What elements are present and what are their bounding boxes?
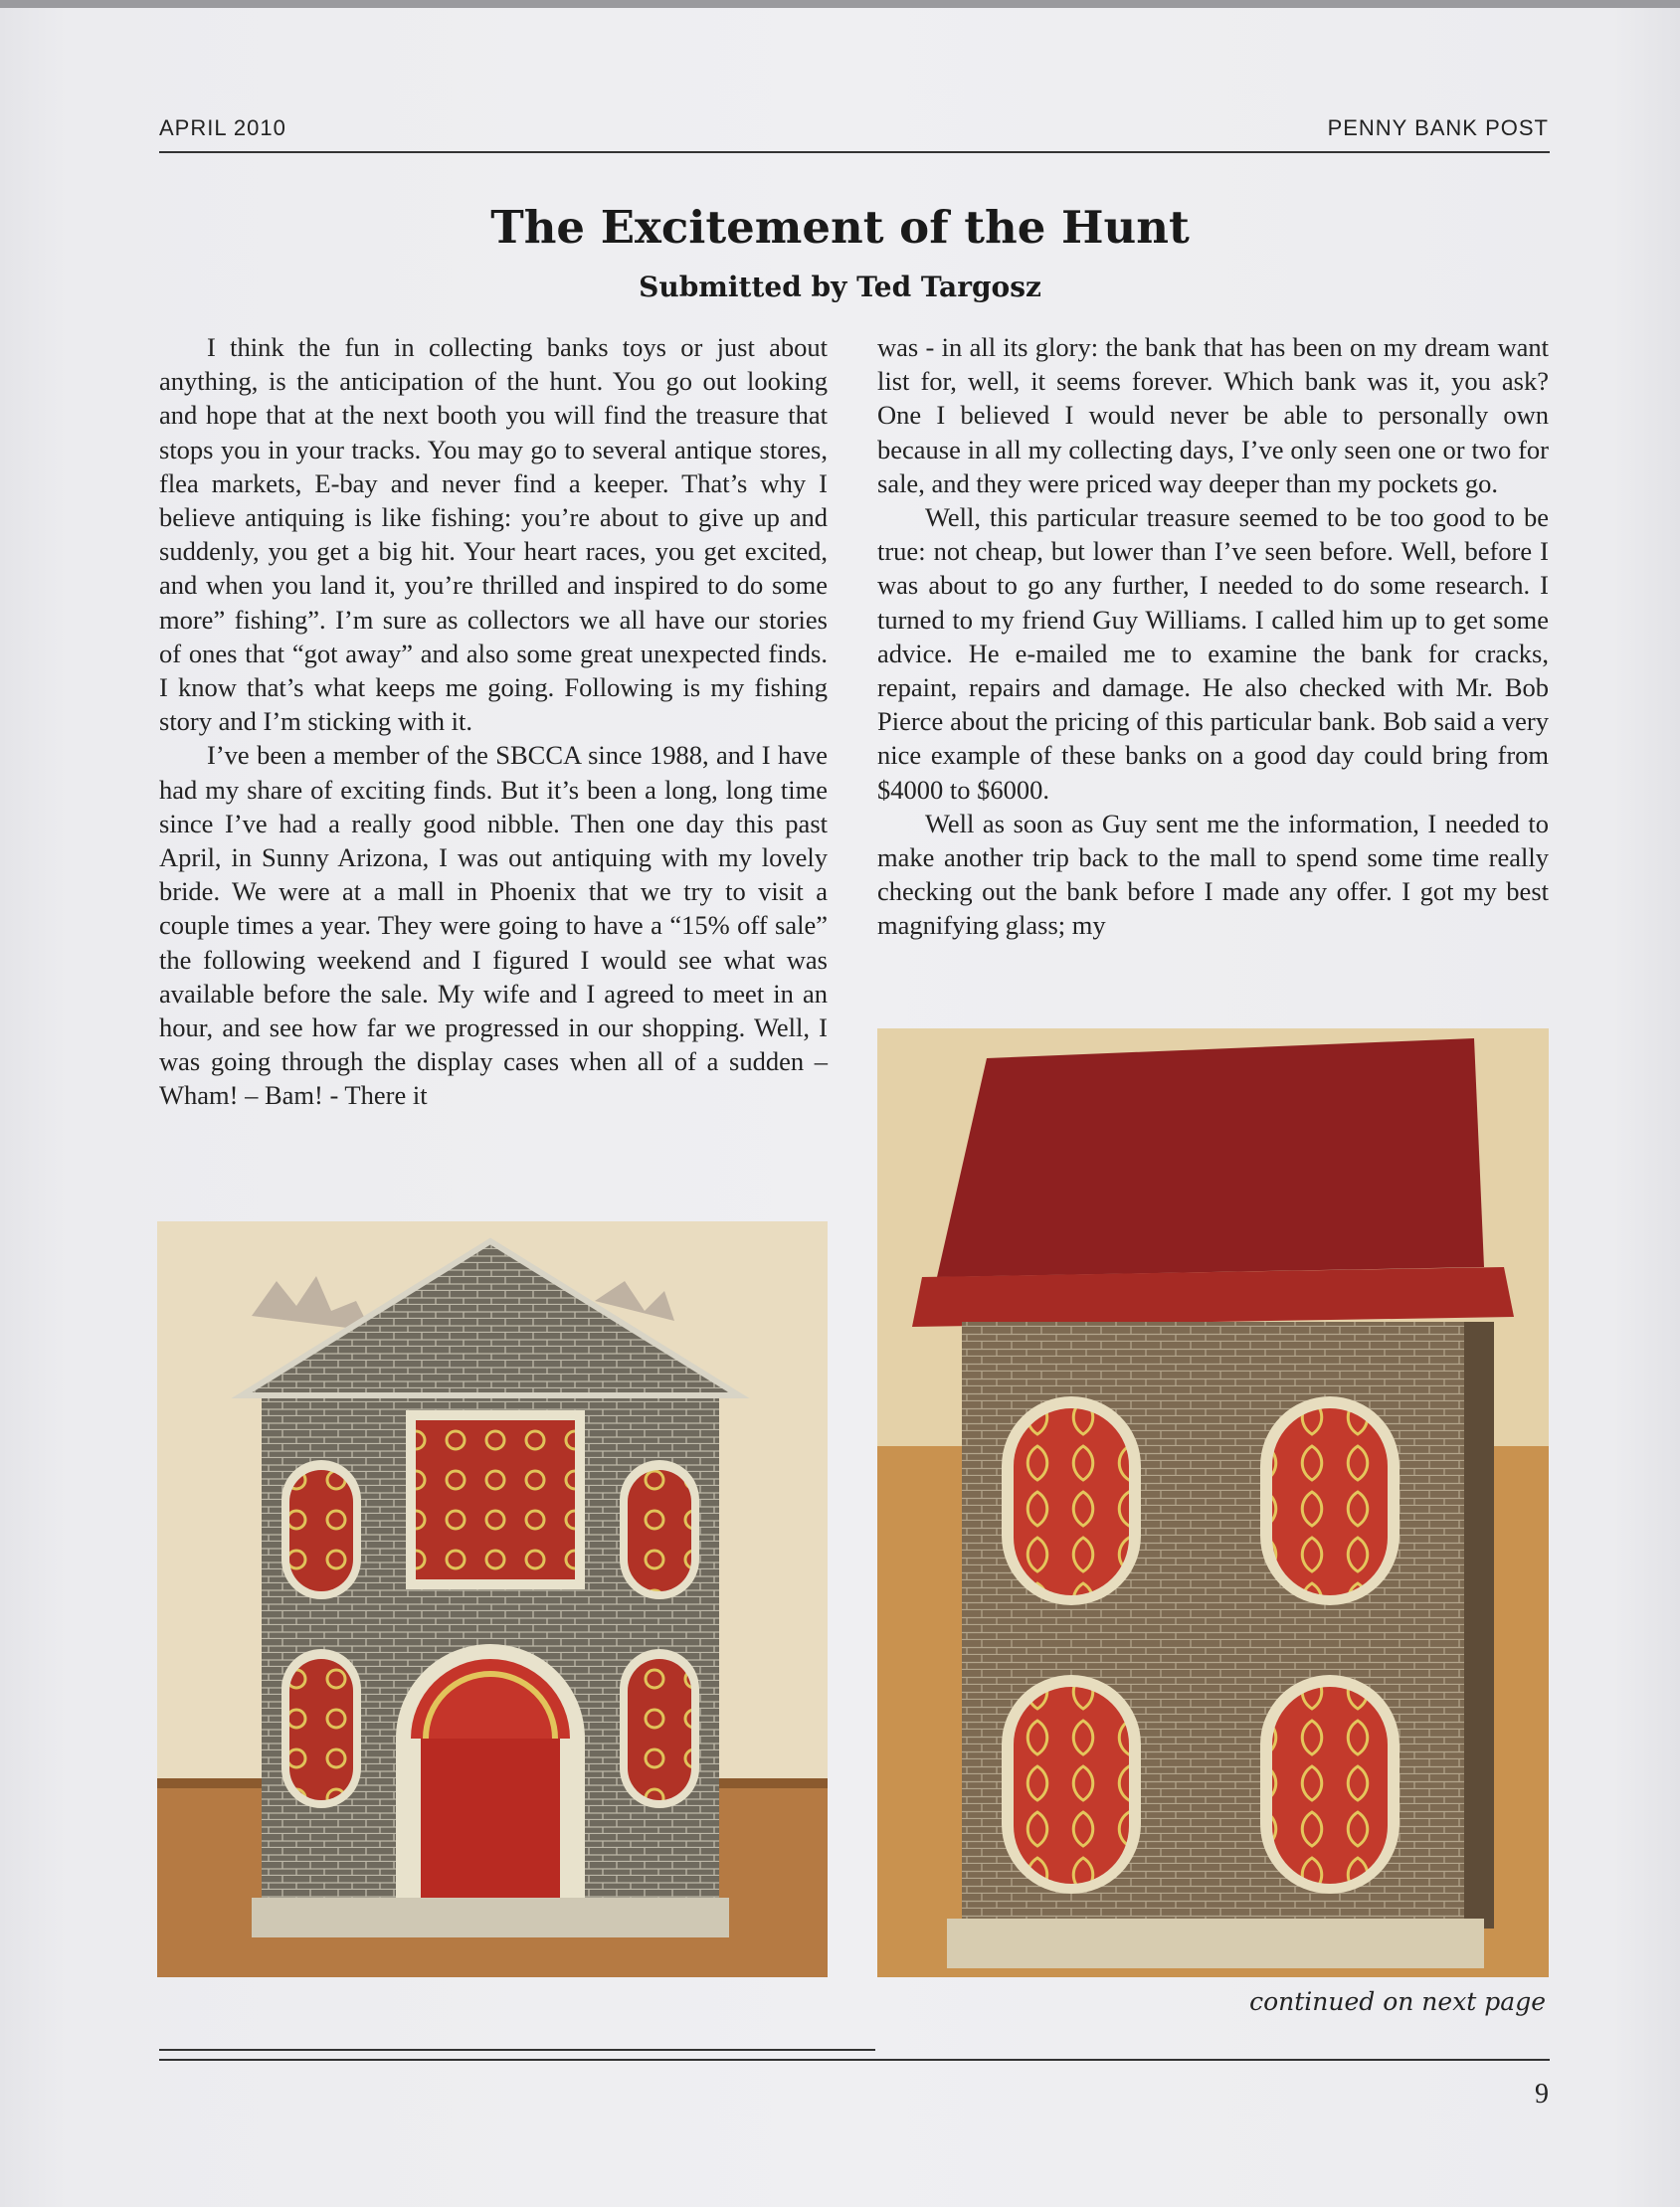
page-number: 9 — [1535, 2079, 1549, 2110]
bank-front-photo — [157, 1221, 828, 1977]
header-rule — [159, 151, 1550, 153]
publication-name: PENNY BANK POST — [1327, 115, 1549, 140]
paragraph: was - in all its glory: the bank that has been on my dream want list for, well, it seems forever. Which bank was it, you ask? One I believed I would never be able to personally own because in all my collecting days, I’ve only seen one or two for sale, and they were priced way deeper than my pockets go. — [877, 332, 1549, 498]
footer-rule-long — [159, 2059, 1550, 2061]
bank-side-photo — [877, 1028, 1549, 1977]
paragraph: I’ve been a member of the SBCCA since 1988, and I have had my share of exciting finds. But it’s been a long, long time since I’ve had a really good nibble. Then one day this past April, in Sunny Arizona, I was out antiquing with my lovely bride. We were at a mall in Phoenix that we try to visit a couple times a year. They were going to have a “15% off sale” the following weekend and I figured I would see what was available before the sale. My wife and I agreed to meet in an hour, and see how far we progressed in our shopping. Well, I was going through the display cases when all of a sudden – Wham! – Bam! - There it — [159, 740, 828, 1111]
article-title: The Excitement of the Hunt — [490, 201, 1190, 254]
bank-front-illustration — [157, 1221, 828, 1977]
scan-edge — [0, 0, 1680, 8]
paragraph: Well, this particular treasure seemed to be too good to be true: not cheap, but lower than I’ve seen before. Well, before I was about to go any further, I needed to do some research. I turned to my friend Guy Williams. I called him up to get some advice. He e-mailed me to examine the bank for cracks, repaint, repairs and damage. He also checked with Mr. Bob Pierce about the pricing of this particular bank. Bob said a very nice example of these banks on a good day could bring from $4000 to $6000. — [877, 502, 1549, 805]
bank-side-illustration — [877, 1028, 1549, 1977]
footer-rule-short — [159, 2049, 875, 2051]
article-column-left — [159, 330, 828, 1201]
paragraph: Well as soon as Guy sent me the information, I needed to make another trip back to the mall to spend some time really checking out the bank before I made any offer. I got my best magnifying glass; my — [877, 808, 1549, 941]
continued-notice: continued on next page — [1249, 1987, 1546, 2016]
paragraph: I think the fun in collecting banks toys or just about anything, is the anticipation of the hunt. You go out looking and hope that at the next booth you will find the treasure that stops you in your tracks. You may go to several antique stores, flea markets, E-bay and never find a keeper. That’s why I believe antiquing is like fishing: you’re about to give up and suddenly, you get a big hit. Your heart races, you get excited, and when you land it, you’re thrilled and inspired to do some more” fishing”. I’m sure as collectors we all have our stories of ones that “got away” and also some great unexpected finds. I know that’s what keeps me going. Following is my fishing story and I’m sticking with it. — [159, 332, 828, 737]
article-column-right — [877, 330, 1549, 1007]
issue-date: APRIL 2010 — [159, 115, 286, 140]
article-byline: Submitted by Ted Targosz — [639, 271, 1041, 303]
